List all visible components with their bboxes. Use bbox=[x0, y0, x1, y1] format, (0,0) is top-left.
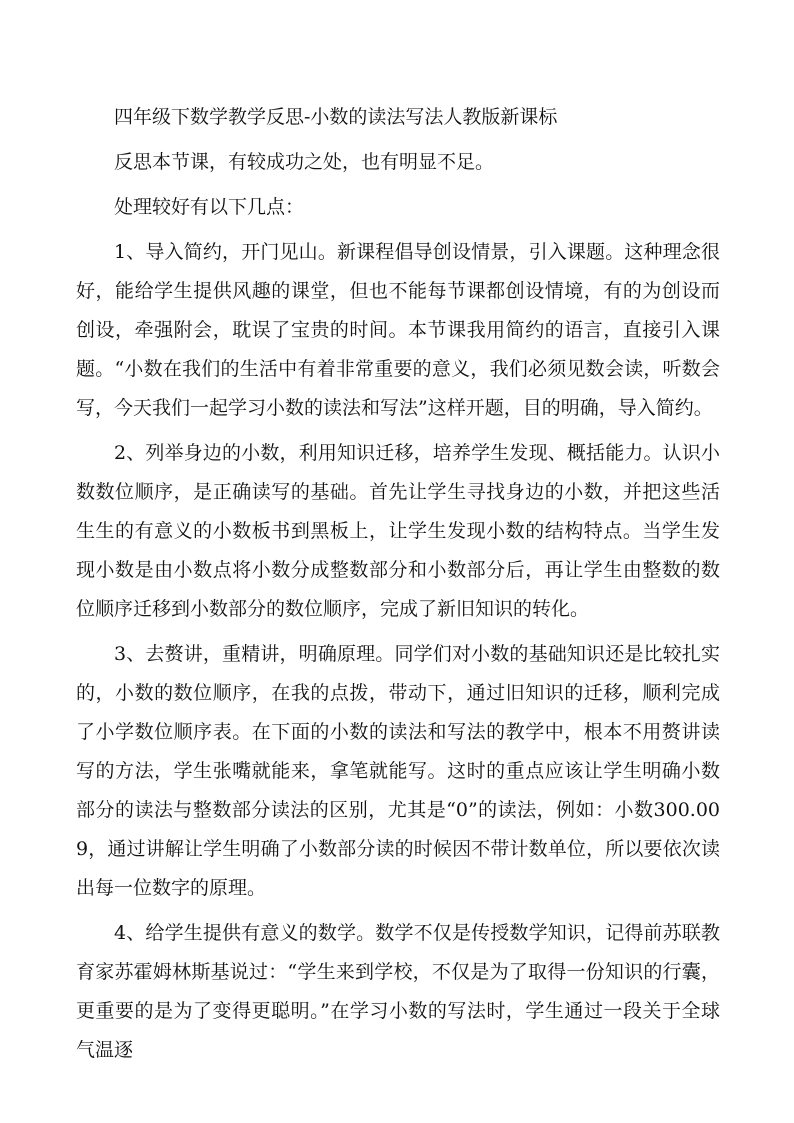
paragraph-intro: 反思本节课，有较成功之处，也有明显不足。 bbox=[114, 151, 495, 173]
paragraph-good-points: 处理较好有以下几点： bbox=[114, 196, 305, 218]
paragraph-point-2: 2、列举身边的小数，利用知识迁移，培养学生发现、概括能力。认识小数数位顺序，是正确读写的基础。首先让学生寻找身边的小数，并把这些活生生的有意义的小数板书到黑板上，让学生发现小数的结构特点。当学生发现小数是由小数点将小数分成整数部分和小数部分后，再让学生由整数的数位顺序迁移到小数部分的数位顺序，完成了新旧知识的转化。 bbox=[76, 442, 720, 620]
document-title: 四年级下数学教学反思-小数的读法写法人教版新课标 bbox=[114, 106, 558, 128]
paragraph-point-4: 4、给学生提供有意义的数学。数学不仅是传授数学知识，记得前苏联教育家苏霍姆林斯基说过：“学生来到学校，不仅是为了取得一份知识的行囊，更重要的是为了变得更聪明。”在学习小数的写法时，学生通过一段关于全球气温逐 bbox=[76, 922, 720, 1061]
paragraph-point-1: 1、导入简约，开门见山。新课程倡导创设情景，引入课题。这种理念很好，能给学生提供风趣的课堂，但也不能每节课都创设情境，有的为创设而创设，牵强附会，耽误了宝贵的时间。本节课我用简约的语言，直接引入课题。“小数在我们的生活中有着非常重要的意义，我们必须见数会读，听数会写，今天我们一起学习小数的读法和写法”这样开题，目的明确，导入简约。 bbox=[76, 241, 720, 419]
paragraph-point-3: 3、去赘讲，重精讲，明确原理。同学们对小数的基础知识还是比较扎实的，小数的数位顺序，在我的点拨，带动下，通过旧知识的迁移，顺利完成了小学数位顺序表。在下面的小数的读法和写法的教学中，根本不用赘讲读写的方法，学生张嘴就能来，拿笔就能写。这时的重点应该让学生明确小数部分的读法与整数部分读法的区别，尤其是“0”的读法，例如：小数300.009，通过讲解让学生明确了小数部分读的时候因不带计数单位，所以要依次读出每一位数字的原理。 bbox=[76, 643, 720, 899]
